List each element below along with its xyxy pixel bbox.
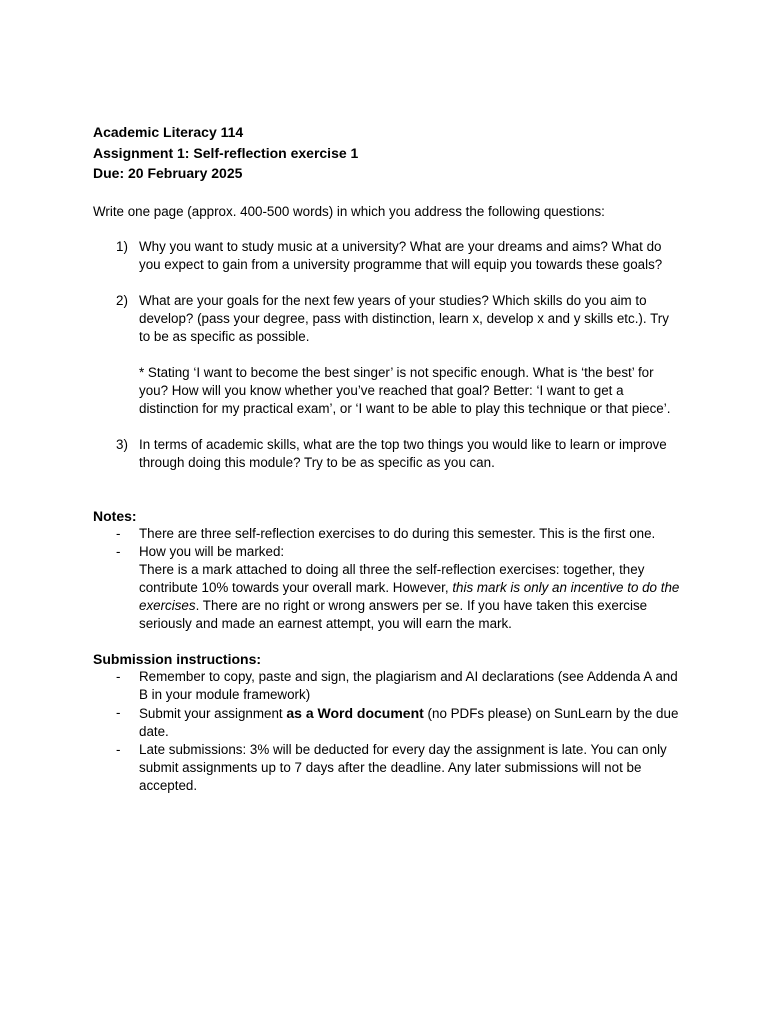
question-number: 1) <box>116 238 128 254</box>
note-text: There are three self-reflection exercises to do during this semester. This is the first one. <box>139 525 656 541</box>
submission-text: Late submissions: 3% will be deducted for every day the assignment is late. You can only submit assignments up to 7 days after the deadline. Any later submissions will not be accepted. <box>139 741 667 793</box>
notes-list <box>93 525 683 633</box>
bullet-dash: - <box>116 741 121 757</box>
bullet-dash: - <box>116 525 121 541</box>
note-text: . There are no right or wrong answers per se. If you have taken this exercise seriously and made an earnest attempt, you will earn the mark. <box>139 597 648 631</box>
list-item <box>93 668 683 704</box>
list-item <box>93 543 683 633</box>
question-list <box>93 238 683 472</box>
submission-emphasis: as a Word document <box>286 704 424 721</box>
question-item <box>93 436 683 472</box>
question-item <box>93 238 683 274</box>
bullet-dash: - <box>116 543 121 559</box>
question-number: 3) <box>116 436 128 452</box>
question-text: Why you want to study music at a university? What are your dreams and aims? What do you expect to gain from a university programme that will equip you towards these goals? <box>139 238 663 272</box>
question-item <box>93 292 683 418</box>
question-text: What are your goals for the next few years of your studies? Which skills do you aim to develop? (pass your degree, pass with distinction, learn x, develop x and y skills etc.). Try to be as specific as possible. <box>139 292 669 344</box>
list-item <box>93 704 683 741</box>
question-number: 2) <box>116 292 128 308</box>
submission-heading: Submission instructions: <box>93 650 262 667</box>
assignment-title: Assignment 1: Self-reflection exercise 1 <box>93 144 359 161</box>
course-title: Academic Literacy 114 <box>93 124 244 140</box>
note-body <box>139 561 683 633</box>
due-date: Due: 20 February 2025 <box>93 165 243 181</box>
submission-text: Submit your assignment <box>139 705 287 721</box>
intro-paragraph: Write one page (approx. 400-500 words) in which you address the following questions: <box>93 203 605 219</box>
list-item <box>93 741 683 795</box>
question-note: * Stating ‘I want to become the best singer’ is not specific enough. What is ‘the best’ for you? How will you know whether you’ve reached that goal? Better: ‘I want to get a distinction for my practical exam’, or ‘I want to be able to play this technique or that piece’. <box>139 364 671 416</box>
document-body <box>93 122 683 795</box>
submission-text: Remember to copy, paste and sign, the plagiarism and AI declarations (see Addenda A and B in your module framework) <box>139 668 678 702</box>
bullet-dash: - <box>116 668 121 684</box>
submission-text: (no PDFs please) on SunLearn by the due date. <box>139 705 679 739</box>
note-title: How you will be marked: <box>139 543 285 559</box>
list-item <box>93 525 683 543</box>
question-text: In terms of academic skills, what are the top two things you would like to learn or improve through doing this module? Try to be as specific as you can. <box>139 436 667 470</box>
note-emphasis: this mark is only an incentive to do the exercises <box>139 579 680 613</box>
bullet-dash: - <box>116 704 121 720</box>
notes-heading: Notes: <box>93 507 137 524</box>
submission-list <box>93 668 683 795</box>
note-text: There is a mark attached to doing all three the self-reflection exercises: together, they contribute 10% towards your overall mark. However, <box>139 561 645 595</box>
